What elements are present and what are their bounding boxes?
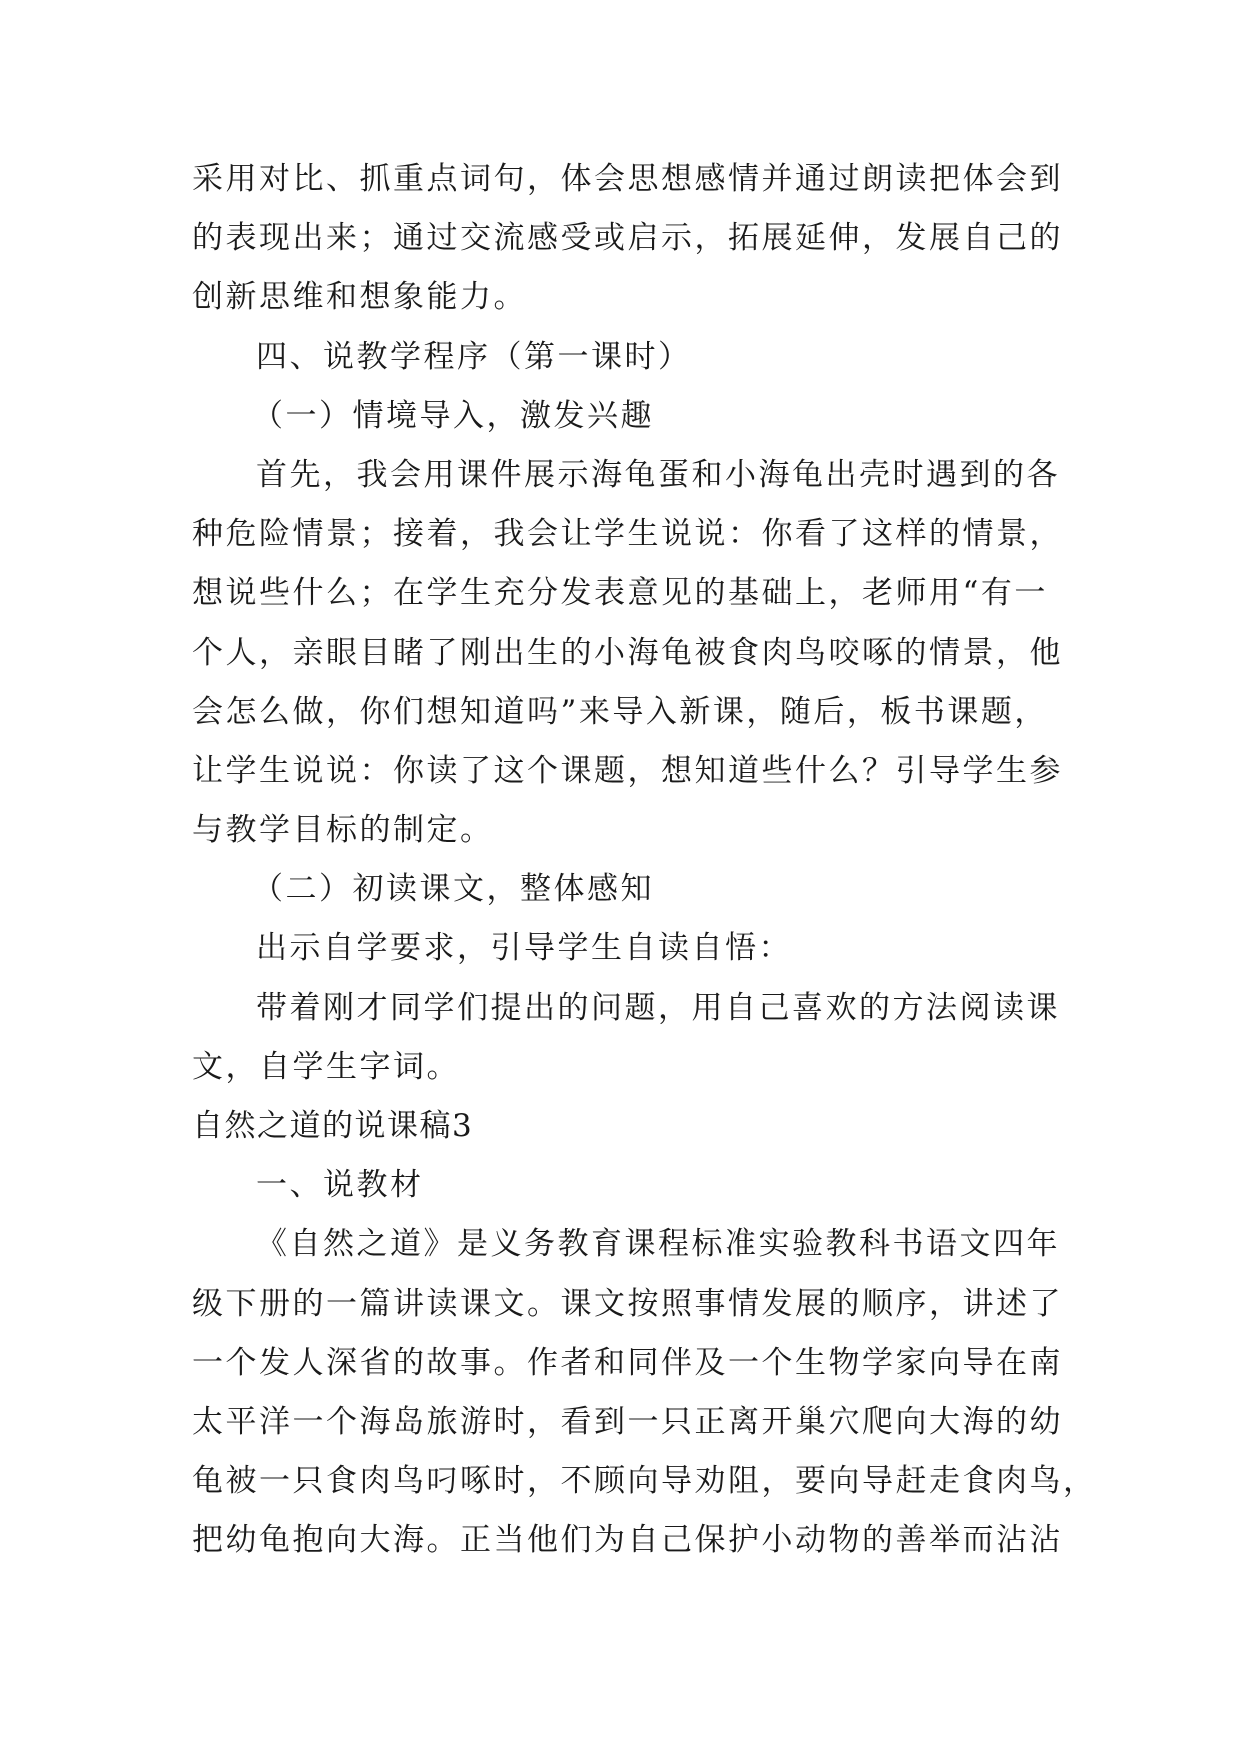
subsection-heading: （一）情境导入，激发兴趣 (252, 397, 654, 434)
paragraph-line: 太平洋一个海岛旅游时，看到一只正离开巢穴爬向大海的幼 (192, 1403, 1063, 1440)
section-heading: 四、说教学程序（第一课时） (256, 338, 692, 375)
paragraph-line: 龟被一只食肉鸟叼啄时，不顾向导劝阻，要向导赶走食肉鸟， (192, 1463, 1097, 1500)
paragraph-line: 想说些什么；在学生充分发表意见的基础上，老师用“有一 (192, 575, 1048, 612)
paragraph-line: 种危险情景；接着，我会让学生说说：你看了这样的情景， (192, 516, 1063, 553)
paragraph-line: 一个发人深省的故事。作者和同伴及一个生物学家向导在南 (192, 1344, 1063, 1381)
paragraph-line: 文，自学生字词。 (192, 1048, 460, 1085)
paragraph-line: 的表现出来；通过交流感受或启示，拓展延伸，发展自己的 (192, 220, 1063, 257)
paragraph-line: 让学生说说：你读了这个课题，想知道些什么？引导学生参 (192, 752, 1063, 789)
document-title: 自然之道的说课稿3 (192, 1108, 474, 1144)
paragraph-line: 带着刚才同学们提出的问题，用自己喜欢的方法阅读课 (256, 989, 1060, 1026)
paragraph-line: 采用对比、抓重点词句，体会思想感情并通过朗读把体会到 (192, 161, 1063, 197)
paragraph-line: 出示自学要求，引导学生自读自悟： (256, 930, 792, 967)
paragraph-line: 把幼龟抱向大海。正当他们为自己保护小动物的善举而沾沾 (192, 1522, 1063, 1559)
section-heading: 一、说教材 (256, 1167, 424, 1204)
paragraph-line: 个人，亲眼目睹了刚出生的小海龟被食肉鸟咬啄的情景，他 (192, 634, 1063, 671)
paragraph-line: 级下册的一篇讲读课文。课文按照事情发展的顺序，讲述了 (192, 1285, 1063, 1322)
paragraph-line: 《自然之道》是义务教育课程标准实验教科书语文四年 (256, 1226, 1060, 1263)
paragraph-line: 首先，我会用课件展示海龟蛋和小海龟出壳时遇到的各 (256, 456, 1060, 493)
paragraph-line: 与教学目标的制定。 (192, 812, 494, 849)
paragraph-line: 会怎么做，你们想知道吗”来导入新课，随后，板书课题， (192, 693, 1048, 730)
document-body (192, 150, 1097, 1571)
subsection-heading: （二）初读课文，整体感知 (252, 871, 654, 908)
paragraph-line: 创新思维和想象能力。 (192, 279, 527, 316)
